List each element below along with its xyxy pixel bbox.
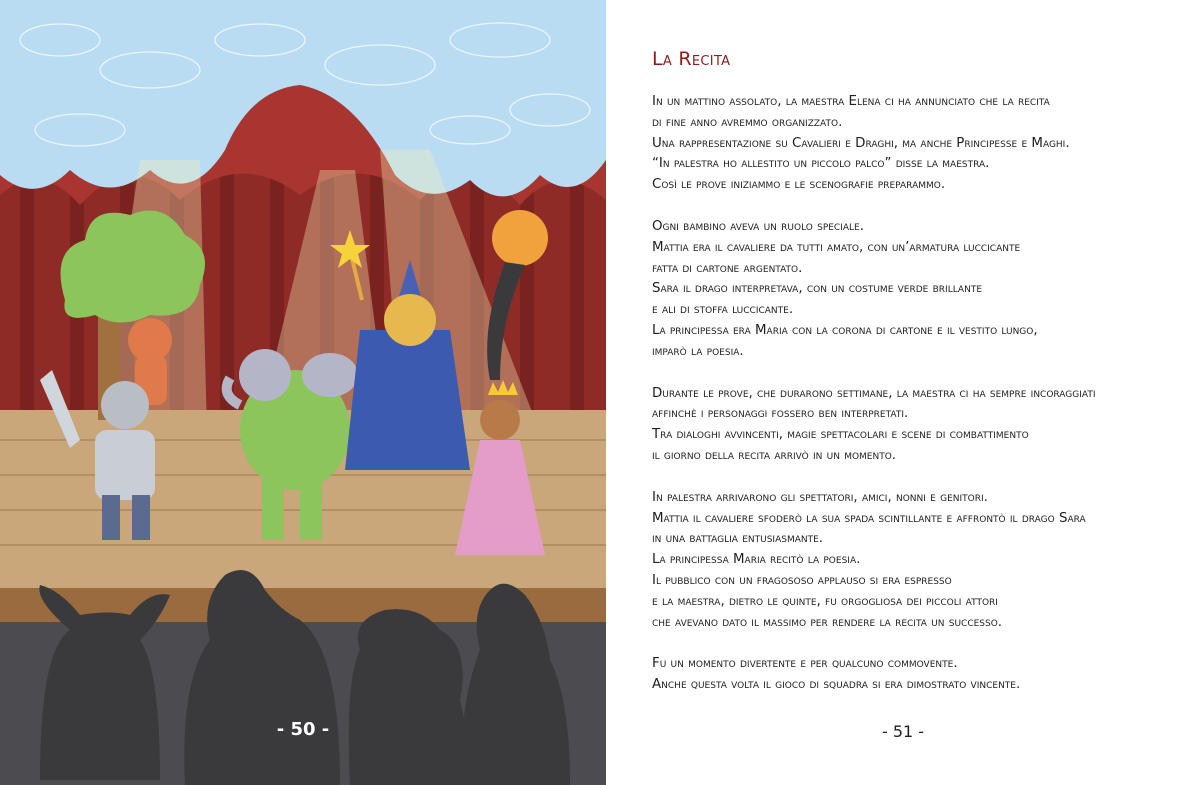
stanza: [652, 217, 1172, 363]
text-line: Il pubblico con un fragososo applauso si era espresso: [652, 572, 952, 588]
text-line: Ogni bambino aveva un ruolo speciale.: [652, 218, 864, 234]
text-line: Una rappresentazione su Cavalieri e Draghi, ma anche Principesse e Maghi.: [652, 135, 1070, 151]
text-line: La principessa era Maria con la corona di cartone e il vestito lungo,: [652, 322, 1038, 338]
text-line: in una battaglia entusiasmante.: [652, 531, 824, 547]
text-line: che avevano dato il massimo per rendere la recita un successo.: [652, 614, 1003, 630]
right-page: [606, 0, 1200, 785]
text-line: La principessa Maria recitò la poesia.: [652, 552, 861, 568]
text-line: il giorno della recita arrivò in un momento.: [652, 447, 897, 463]
text-line: Durante le prove, che durarono settimane, la maestra ci ha sempre incoraggiati: [652, 385, 1096, 401]
story-title: La Recita: [652, 48, 731, 70]
page-number-left: - 50 -: [276, 719, 330, 740]
text-line: Mattia il cavaliere sfoderò la sua spada scintillante e affrontò il drago Sara: [652, 510, 1086, 526]
text-line: Anche questa volta il gioco di squadra si era dimostrato vincente.: [652, 677, 1021, 693]
stanza: [652, 654, 1172, 696]
page-number-right: - 51 -: [881, 722, 925, 741]
text-line: Fu un momento divertente e per qualcuno commovente.: [652, 656, 958, 672]
text-line: affinchè i personaggi fossero ben interpretati.: [652, 406, 909, 422]
text-line: imparò la poesia.: [652, 343, 744, 359]
text-line: di fine anno avremmo organizzato.: [652, 114, 843, 130]
text-line: Così le prove iniziammo e le scenografie preparammo.: [652, 177, 946, 193]
stanza: [652, 488, 1172, 634]
stanza: [652, 384, 1172, 467]
text-line: Mattia era il cavaliere da tutti amato, con un’armatura luccicante: [652, 239, 1021, 255]
text-line: fatta di cartone argentato.: [652, 260, 803, 276]
text-line: Tra dialoghi avvincenti, magie spettacolari e scene di combattimento: [652, 427, 1029, 443]
text-line: e la maestra, dietro le quinte, fu orgogliosa dei piccoli attori: [652, 593, 998, 609]
stanza: [652, 92, 1172, 196]
text-line: In un mattino assolato, la maestra Elena ci ha annunciato che la recita: [652, 94, 1050, 109]
text-line: Sara il drago interpretava, con un costume verde brillante: [652, 281, 983, 297]
text-line: “In palestra ho allestito un piccolo palco” disse la maestra.: [652, 156, 990, 172]
text-line: In palestra arrivarono gli spettatori, amici, nonni e genitori.: [652, 489, 988, 505]
text-line: e ali di stoffa luccicante.: [652, 302, 794, 318]
story-body: [652, 92, 1172, 717]
